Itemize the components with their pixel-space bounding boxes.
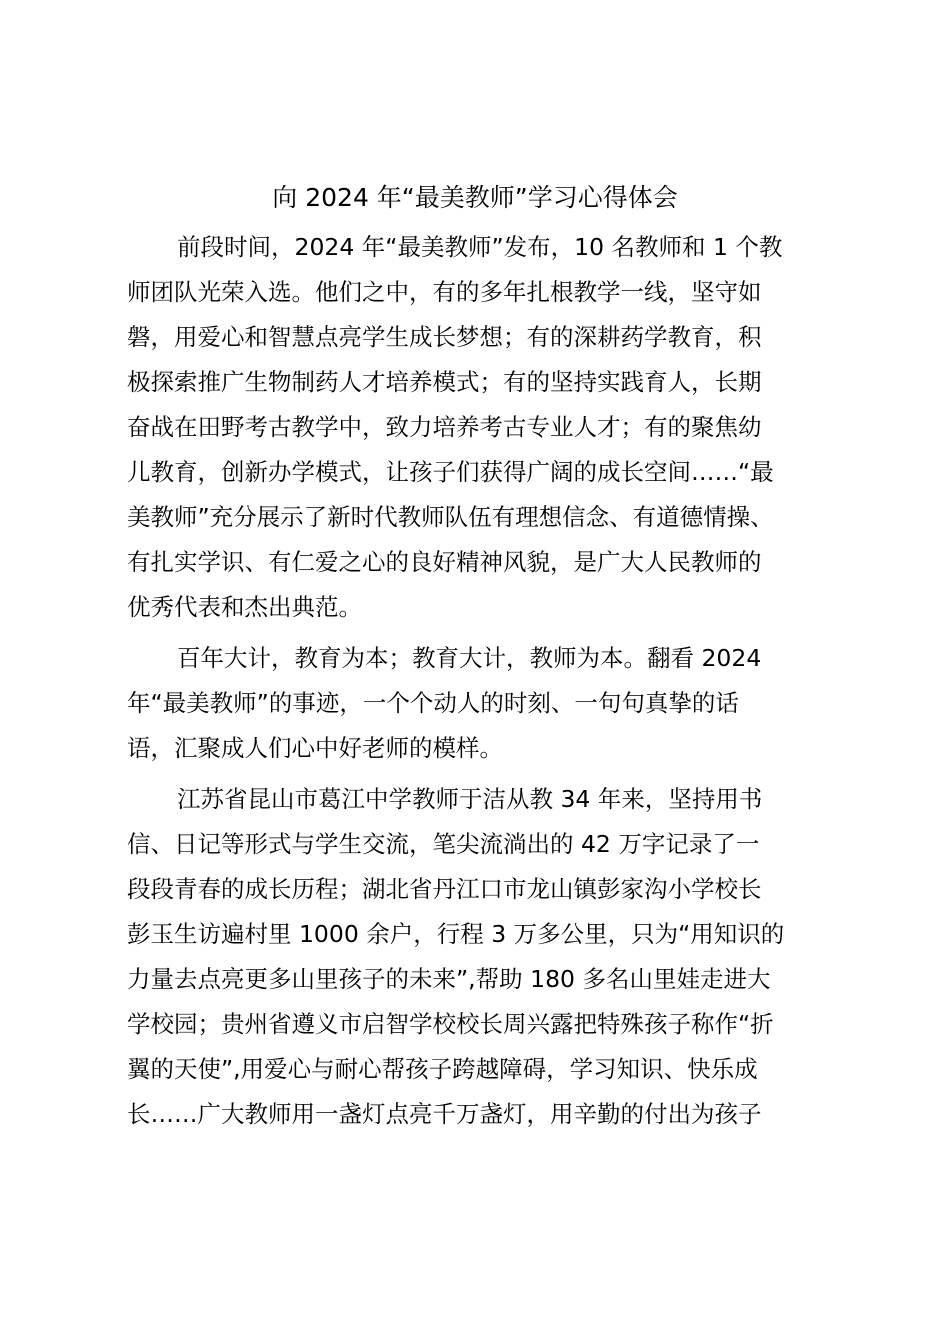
paragraph-line: 前段时间，2024 年“最美教师”发布，10 名教师和 1 个教 [177, 233, 783, 261]
paragraph-line: 优秀代表和杰出典范。 [127, 593, 362, 621]
paragraph-1 [127, 225, 837, 630]
paragraph-line: 磐，用爱心和智慧点亮学生成长梦想；有的深耕药学教育，积 [127, 323, 762, 351]
paragraph-line: 翼的天使”,用爱心与耐心帮孩子跨越障碍，学习知识、快乐成 [127, 1055, 758, 1083]
paragraph-3 [127, 777, 837, 1137]
paragraph-line: 儿教育，创新办学模式，让孩子们获得广阔的成长空间……“最 [127, 458, 774, 486]
paragraph-line: 百年大计，教育为本；教育大计，教师为本。翻看 2024 [177, 644, 762, 672]
paragraph-line: 江苏省昆山市葛江中学教师于洁从教 34 年来，坚持用书 [177, 785, 763, 813]
paragraph-line: 彭玉生访遍村里 1000 余户，行程 3 万多公里，只为“用知识的 [127, 920, 785, 948]
paragraph-line: 极探索推广生物制药人才培养模式；有的坚持实践育人，长期 [127, 368, 762, 396]
paragraph-line: 有扎实学识、有仁爱之心的良好精神风貌，是广大人民教师的 [127, 548, 762, 576]
paragraph-line: 奋战在田野考古教学中，致力培养考古专业人才；有的聚焦幼 [127, 413, 762, 441]
paragraph-line: 语，汇聚成人们心中好老师的模样。 [127, 734, 503, 762]
paragraph-line: 信、日记等形式与学生交流，笔尖流淌出的 42 万字记录了一 [127, 830, 760, 858]
paragraph-line: 年“最美教师”的事迹，一个个动人的时刻、一句句真挚的话 [127, 689, 739, 717]
paragraph-line: 长……广大教师用一盏灯点亮千万盏灯，用辛勤的付出为孩子 [127, 1100, 762, 1128]
paragraph-line: 师团队光荣入选。他们之中，有的多年扎根教学一线，坚守如 [127, 278, 762, 306]
document-body [127, 225, 837, 1137]
paragraph-line: 段段青春的成长历程；湖北省丹江口市龙山镇彭家沟小学校长 [127, 875, 762, 903]
paragraph-line: 力量去点亮更多山里孩子的未来”,帮助 180 多名山里娃走进大 [127, 965, 771, 993]
paragraph-2 [127, 636, 837, 771]
paragraph-line: 美教师”充分展示了新时代教师队伍有理想信念、有道德情操、 [127, 503, 774, 531]
document-title: 向 2024 年“最美教师”学习心得体会 [272, 183, 678, 212]
paragraph-line: 学校园；贵州省遵义市启智学校校长周兴露把特殊孩子称作“折 [127, 1010, 774, 1038]
